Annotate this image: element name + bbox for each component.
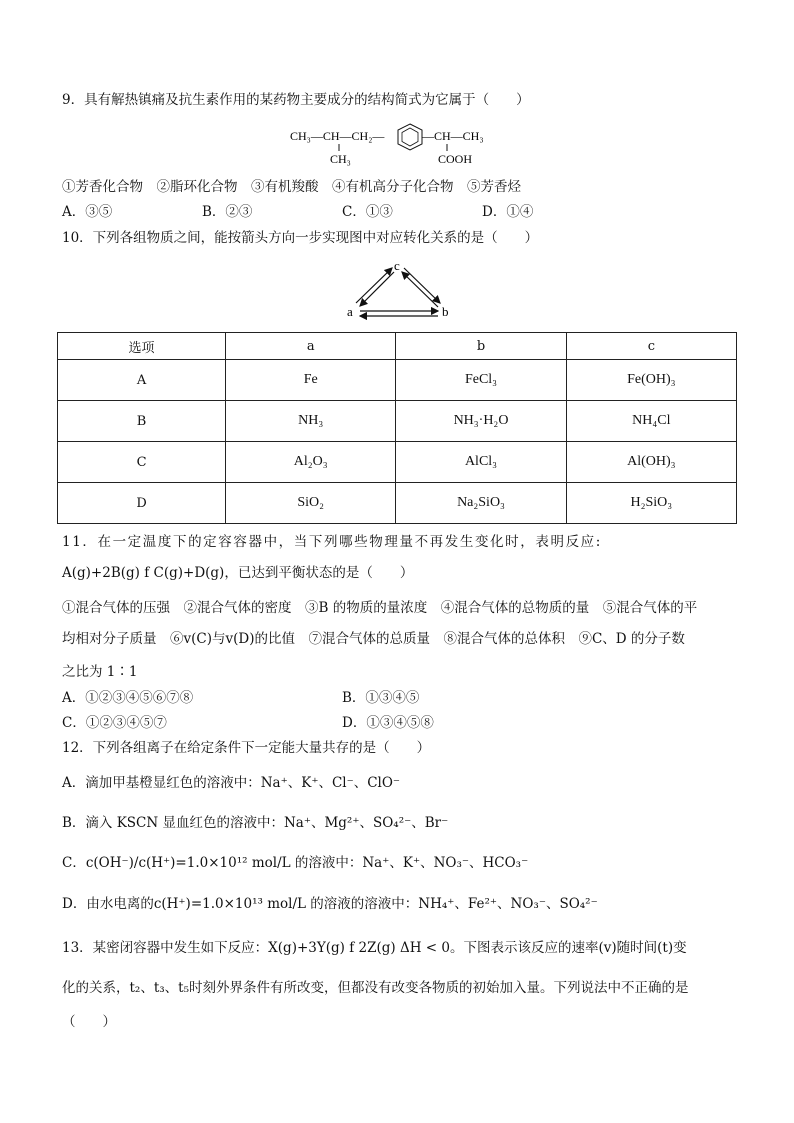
q12-stem: 12．下列各组离子在给定条件下一定能大量共存的是（ ） [62, 740, 431, 756]
table-cell: NH₃ [226, 401, 396, 442]
table-cell: Fe(OH)₃ [566, 360, 736, 401]
q12-option-a[interactable]: A．滴加甲基橙显红色的溶液中：Na⁺、K⁺、Cl⁻、ClO⁻ [62, 775, 401, 791]
table-cell: A [58, 360, 226, 401]
q9-stem: 9．具有解热镇痛及抗生素作用的某药物主要成分的结构简式为它属于（ ） [62, 92, 530, 108]
q9-option-b[interactable]: B．②③ [202, 204, 253, 220]
table-cell: SiO₂ [226, 483, 396, 524]
q10-conversion-diagram [342, 256, 458, 324]
diagram-label-a: a [347, 304, 353, 319]
q11-line1: 11．在一定温度下的定容容器中，当下列哪些物理量不再发生变化时，表明反应: [62, 534, 602, 550]
header-cell: b [396, 333, 566, 360]
diagram-label-c: c [394, 258, 400, 273]
table-cell: Al(OH)₃ [566, 442, 736, 483]
table-cell: C [58, 442, 226, 483]
table-cell: Na₂SiO₃ [396, 483, 566, 524]
q9-structure-right: —CH—CH₃ [422, 129, 484, 143]
q12-option-b[interactable]: B．滴入 KSCN 显血红色的溶液中：Na⁺、Mg²⁺、SO₄²⁻、Br⁻ [62, 815, 449, 831]
q11-option-a[interactable]: A．①②③④⑤⑥⑦⑧ [62, 690, 194, 706]
q10-options-table [57, 332, 737, 524]
table-cell: B [58, 401, 226, 442]
table-cell: Fe [226, 360, 396, 401]
header-cell: 选项 [58, 333, 226, 360]
q11-option-b[interactable]: B．①③④⑤ [342, 690, 420, 706]
q12-option-d[interactable]: D．由水电离的c(H⁺)=1.0×10¹³ mol/L 的溶液的溶液中：NH₄⁺、Fe²⁺、NO₃⁻、SO₄²⁻ [62, 896, 598, 912]
table-cell: AlCl₃ [396, 442, 566, 483]
header-cell: a [226, 333, 396, 360]
q11-line4: 均相对分子质量 ⑥v(C)与v(D)的比值 ⑦混合气体的总质量 ⑧混合气体的总体积 ⑨C、D 的分子数 [62, 631, 685, 647]
diagram-label-b: b [442, 304, 449, 319]
q9-structure-acid: COOH [438, 152, 473, 166]
q9-option-d[interactable]: D．①④ [482, 204, 534, 220]
q9-option-c[interactable]: C．①③ [342, 204, 393, 220]
q9-structure-formula [290, 118, 510, 168]
table-row [58, 442, 737, 483]
q9-structure-left: CH₃—CH—CH₂— [290, 129, 385, 143]
table-row [58, 401, 737, 442]
q13-line2: 化的关系，t₂、t₃、t₅时刻外界条件有所改变，但都没有改变各物质的初始加入量。下列说法中不正确的是 [62, 980, 689, 996]
header-cell: c [566, 333, 736, 360]
table-cell: Al₂O₃ [226, 442, 396, 483]
table-header-row [58, 333, 737, 360]
q11-line5: 之比为 1∶1 [62, 664, 138, 680]
q13-line3: （ ） [62, 1014, 116, 1030]
table-row [58, 360, 737, 401]
q11-option-c[interactable]: C．①②③④⑤⑦ [62, 715, 167, 731]
q11-option-d[interactable]: D．①③④⑤⑧ [342, 715, 434, 731]
q10-stem: 10．下列各组物质之间，能按箭头方向一步实现图中对应转化关系的是（ ） [62, 230, 539, 246]
q11-line3: ①混合气体的压强 ②混合气体的密度 ③B 的物质的量浓度 ④混合气体的总物质的量 ⑤混合气体的平 [62, 600, 698, 616]
q9-choices: ①芳香化合物 ②脂环化合物 ③有机羧酸 ④有机高分子化合物 ⑤芳香烃 [62, 179, 521, 195]
table-cell: NH₄Cl [566, 401, 736, 442]
table-cell: H₂SiO₃ [566, 483, 736, 524]
table-cell: D [58, 483, 226, 524]
table-cell: NH₃·H₂O [396, 401, 566, 442]
q12-option-c[interactable]: C．c(OH⁻)/c(H⁺)=1.0×10¹² mol/L 的溶液中：Na⁺、K⁺、NO₃⁻、HCO₃⁻ [62, 855, 529, 871]
table-cell: FeCl₃ [396, 360, 566, 401]
q13-line1: 13．某密闭容器中发生如下反应：X(g)+3Y(g) f 2Z(g) ΔH < 0。下图表示该反应的速率(v)随时间(t)变 [62, 940, 687, 956]
q11-line2: A(g)+2B(g) f C(g)+D(g)，已达到平衡状态的是（ ） [62, 565, 414, 581]
table-row [58, 483, 737, 524]
q9-structure-branch: CH₃ [330, 152, 351, 166]
q9-option-a[interactable]: A．③⑤ [62, 204, 113, 220]
